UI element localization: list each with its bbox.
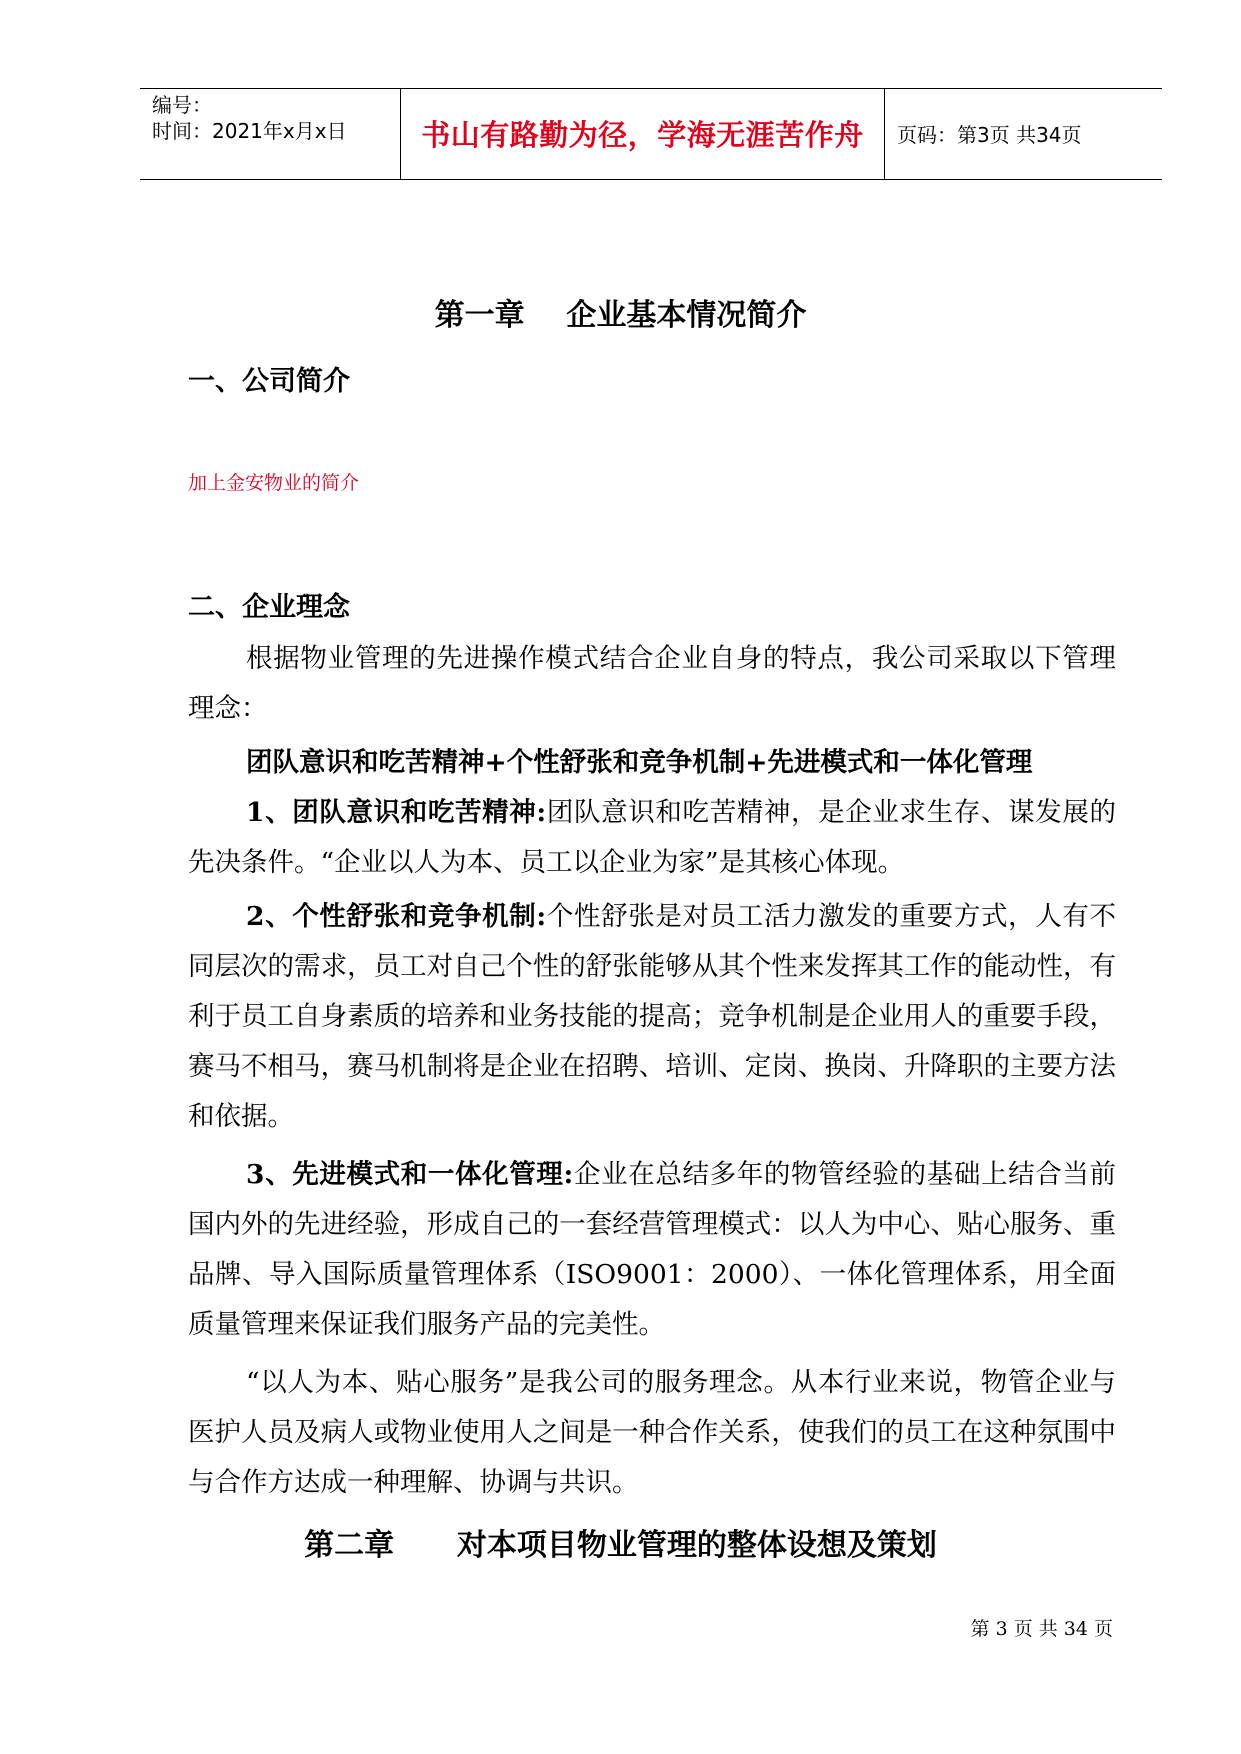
section-1-title: 一、公司简介 [188, 366, 350, 397]
intro-paragraph: 根据物业管理的先进操作模式结合企业自身的特点，我公司采取以下管理理念： [188, 643, 1116, 724]
philosophy-line: 团队意识和吃苦精神+个性舒张和竞争机制+先进模式和一体化管理 [246, 747, 1033, 778]
service-paragraph: “以人为本、贴心服务”是我公司的服务理念。从本行业来说，物管企业与医护人员及病人或物业使用人之间是一种合作关系，使我们的员工在这种氛围中与合作方达成一种理解、协调与共识。 [188, 1367, 1116, 1498]
header-motto-cell [401, 89, 885, 179]
document-number-label: 编号： [152, 93, 212, 117]
item-2-lead: 2、个性舒张和竞争机制: [246, 901, 547, 932]
header-page-code: 页码：第3页 共34页 [897, 123, 1082, 147]
chapter-2-title: 第二章 对本项目物业管理的整体设想及策划 [304, 1528, 937, 1563]
document-time-label: 时间：2021年x月x日 [152, 119, 347, 143]
item-1-text: 团队意识和吃苦精神，是企业求生存、谋发展的先决条件。“企业以人为本、员工以企业为家”是其核心体现。 [188, 797, 1116, 878]
header-motto: 书山有路勤为径，学海无涯苦作舟 [421, 118, 864, 152]
header-info-cell [140, 89, 401, 179]
section-2-title: 二、企业理念 [188, 592, 350, 623]
item-3-lead: 3、先进模式和一体化管理: [246, 1159, 574, 1190]
header-page-cell [885, 89, 1162, 179]
item-1-paragraph [188, 788, 1116, 888]
page-footer: 第 3 页 共 34 页 [970, 1618, 1113, 1640]
page-header [140, 88, 1162, 180]
item-2-paragraph [188, 892, 1116, 1142]
item-1-lead: 1、团队意识和吃苦精神: [246, 797, 547, 828]
section-1-note: 加上金安物业的简介 [188, 472, 360, 494]
item-3-paragraph [188, 1150, 1116, 1350]
item-2-text: 个性舒张是对员工活力激发的重要方式，人有不同层次的需求，员工对自己个性的舒张能够从其个性来发挥其工作的能动性，有利于员工自身素质的培养和业务技能的提高；竞争机制是企业用人的重要手段，赛马不相马，赛马机制将是企业在招聘、培训、定岗、换岗、升降职的主要方法和依据。 [188, 901, 1116, 1132]
chapter-1-title: 第一章 企业基本情况简介 [434, 298, 807, 333]
item-3-text: 企业在总结多年的物管经验的基础上结合当前国内外的先进经验，形成自己的一套经营管理模式：以人为中心、贴心服务、重品牌、导入国际质量管理体系（ISO9001：2000）、一体化管理体系，用全面质量管理来保证我们服务产品的完美性。 [188, 1159, 1116, 1340]
